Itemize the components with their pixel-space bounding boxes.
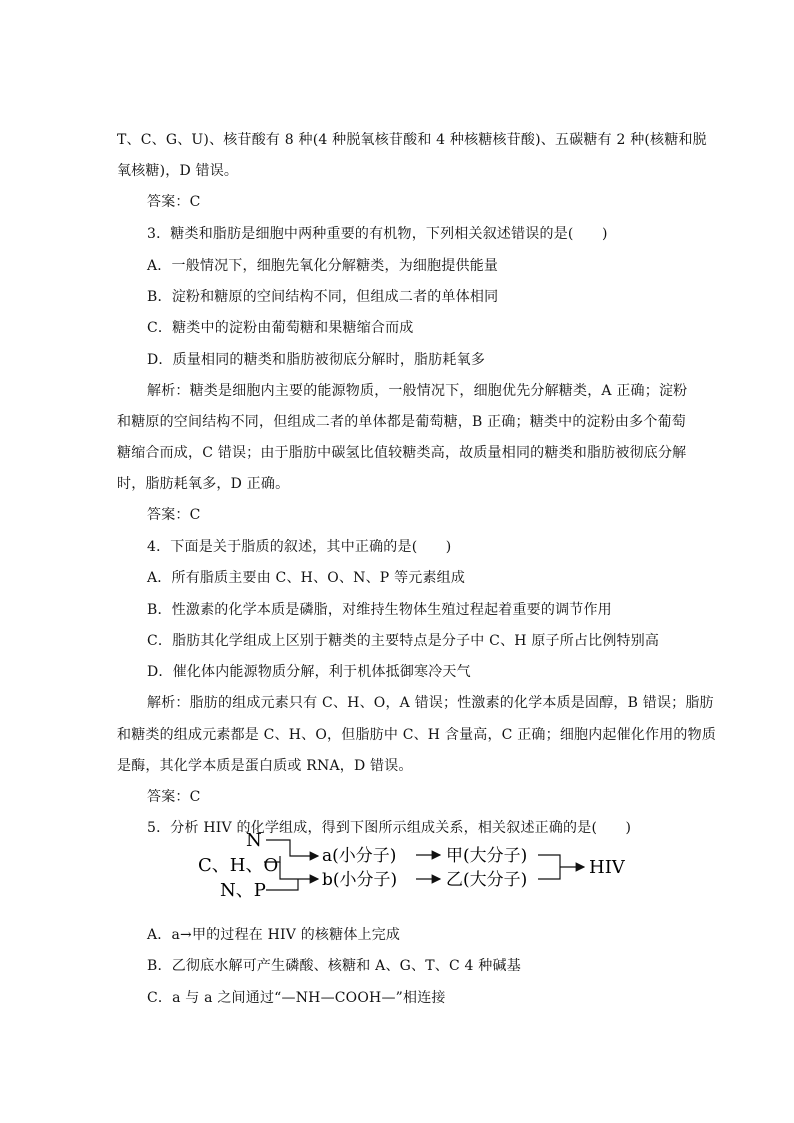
question-3-option-d: D．质量相同的糖类和脂肪被彻底分解时，脂肪耗氧多 xyxy=(147,352,486,368)
question-4-option-c: C．脂肪其化学组成上区别于糖类的主要特点是分子中 C、H 原子所占比例特别高 xyxy=(147,633,660,649)
hiv-composition-svg xyxy=(190,822,630,904)
a-small-molecule-label: a(小分子) xyxy=(322,846,397,866)
question-3-option-c: C．糖类中的淀粉由葡萄糖和果糖缩合而成 xyxy=(147,320,414,336)
answer-line: 答案：C xyxy=(147,194,201,210)
question-3-stem: 3．糖类和脂肪是细胞中两种重要的有机物，下列相关叙述错误的是( ) xyxy=(147,226,608,242)
explanation-line: 是酶，其化学本质是蛋白质或 RNA，D 错误。 xyxy=(117,758,413,774)
explanation-line: 糖缩合而成，C 错误；由于脂肪中碳氢比值较糖类高，故质量相同的糖类和脂肪被彻底分解 xyxy=(117,445,687,461)
paragraph-line: T、C、G、U)、核苷酸有 8 种(4 种脱氧核苷酸和 4 种核糖核苷酸)、五碳糖有 2 种(核糖和脱 xyxy=(117,132,707,148)
b-small-molecule-label: b(小分子) xyxy=(322,870,398,890)
explanation-line: 和糖原的空间结构不同，但组成二者的单体都是葡萄糖，B 正确；糖类中的淀粉由多个葡萄 xyxy=(117,414,686,430)
explanation-line: 解析：糖类是细胞内主要的能源物质，一般情况下，细胞优先分解糖类，A 正确；淀粉 xyxy=(147,383,688,399)
question-3-option-b: B．淀粉和糖原的空间结构不同，但组成二者的单体相同 xyxy=(147,289,499,305)
explanation-line: 和糖类的组成元素都是 C、H、O，但脂肪中 C、H 含量高，C 正确；细胞内起催化作用的物质 xyxy=(117,727,717,743)
paragraph-line: 氧核糖)，D 错误。 xyxy=(117,163,239,179)
question-5-option-a: A．a→甲的过程在 HIV 的核糖体上完成 xyxy=(147,927,401,943)
jia-macromolecule-label: 甲(大分子) xyxy=(446,846,528,866)
yi-macromolecule-label: 乙(大分子) xyxy=(446,870,528,890)
cho-to-b-arrow xyxy=(280,862,318,879)
answer-line: 答案：C xyxy=(147,789,201,805)
hiv-composition-diagram xyxy=(190,822,630,904)
merge-bracket xyxy=(538,855,560,879)
n-to-a-arrow xyxy=(266,840,318,856)
question-5-stem: 5．分析 HIV 的化学组成，得到下图所示组成关系，相关叙述正确的是( ) xyxy=(147,820,632,836)
element-np-label: N、P xyxy=(220,880,266,901)
question-4-option-b: B．性激素的化学本质是磷脂，对维持生物体生殖过程起着重要的调节作用 xyxy=(147,602,612,618)
hiv-label: HIV xyxy=(589,857,625,878)
question-4-stem: 4．下面是关于脂质的叙述，其中正确的是( ) xyxy=(147,539,452,555)
question-5-option-b: B．乙彻底水解可产生磷酸、核糖和 A、G、T、C 4 种碱基 xyxy=(147,958,521,974)
question-4-option-d: D．催化体内能源物质分解，利于机体抵御寒冷天气 xyxy=(147,664,471,680)
element-cho-label: C、H、O xyxy=(198,855,279,876)
element-n-label: N xyxy=(246,830,262,851)
explanation-line: 解析：脂肪的组成元素只有 C、H、O，A 错误；性激素的化学本质是固醇，B 错误；脂肪 xyxy=(147,695,714,711)
question-3-option-a: A．一般情况下，细胞先氧化分解糖类，为细胞提供能量 xyxy=(147,258,499,274)
question-4-option-a: A．所有脂质主要由 C、H、O、N、P 等元素组成 xyxy=(147,570,466,586)
answer-line: 答案：C xyxy=(147,507,201,523)
np-to-b-line xyxy=(266,879,298,890)
question-5-option-c: C．a 与 a 之间通过“—NH—COOH—”相连接 xyxy=(147,990,446,1006)
explanation-line: 时，脂肪耗氧多，D 正确。 xyxy=(117,476,290,492)
